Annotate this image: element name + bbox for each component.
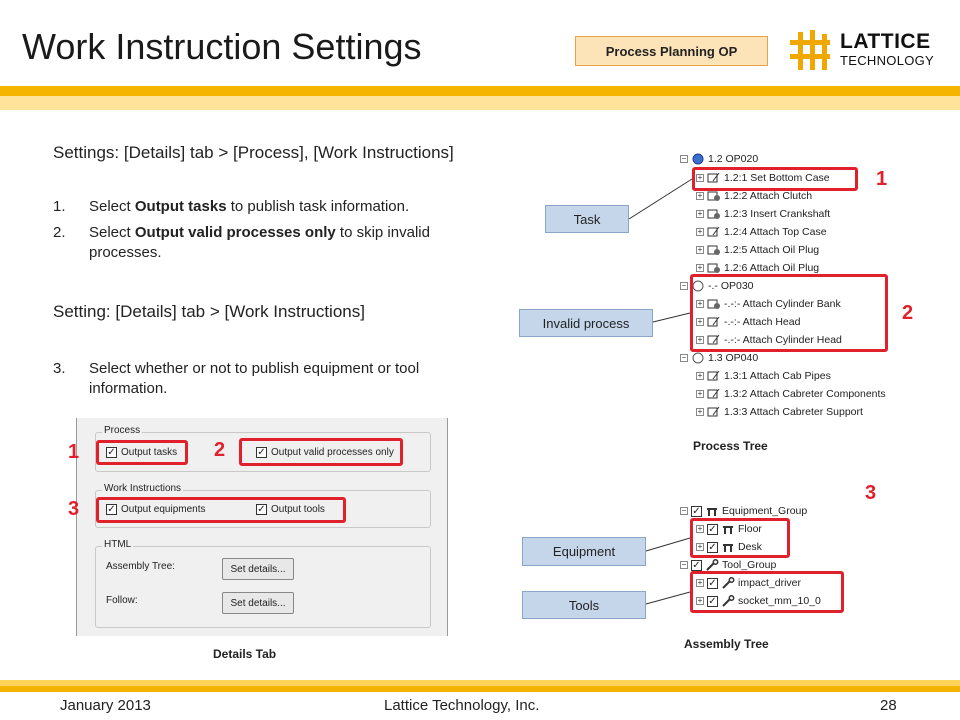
step-2-bold: Output valid processes only xyxy=(134,224,336,241)
process-planning-badge: Process Planning OP xyxy=(575,36,768,66)
tree-label: -.-:- Attach Head xyxy=(724,316,801,328)
tree-label: 1.3:1 Attach Cab Pipes xyxy=(724,370,831,382)
highlight-tools xyxy=(690,571,844,613)
step-2-line2: processes. xyxy=(89,244,162,261)
highlight-invalid-process xyxy=(690,274,888,352)
process-op-icon xyxy=(691,153,705,165)
step-1-pre: Select xyxy=(89,198,135,215)
marker-1-tree: 1 xyxy=(876,168,888,190)
tree-label: socket_mm_10_0 xyxy=(738,595,821,607)
highlight-output-tasks xyxy=(96,440,188,465)
tree-label: Desk xyxy=(738,541,762,553)
expand-icon[interactable]: + xyxy=(697,173,703,182)
checkmark-icon[interactable]: ✓ xyxy=(692,559,701,571)
expand-icon[interactable]: + xyxy=(697,371,703,380)
highlight-output-valid xyxy=(239,438,403,466)
follow-label: Follow: xyxy=(106,595,138,606)
checkmark-icon: ✓ xyxy=(257,504,266,515)
tree-row-task[interactable] xyxy=(696,262,819,274)
tree-row-task[interactable] xyxy=(696,208,830,220)
tree-row-op020[interactable] xyxy=(680,153,758,165)
tree-row-task[interactable] xyxy=(696,370,831,382)
tree-row-task[interactable] xyxy=(696,244,819,256)
task-icon xyxy=(707,226,721,238)
tree-row-op040[interactable] xyxy=(680,352,758,364)
html-group-title: HTML xyxy=(104,539,132,550)
collapse-icon[interactable]: − xyxy=(681,506,687,515)
collapse-icon[interactable]: − xyxy=(681,154,687,163)
assembly-tree-caption: Assembly Tree xyxy=(684,637,769,651)
task-icon xyxy=(707,190,721,202)
output-tasks-label: Output tasks xyxy=(121,447,178,458)
expand-icon[interactable]: + xyxy=(697,542,703,551)
expand-icon[interactable]: + xyxy=(697,263,703,272)
step-1-post: to publish task information. xyxy=(226,198,410,215)
expand-icon[interactable]: + xyxy=(697,245,703,254)
footer-company: Lattice Technology, Inc. xyxy=(384,697,540,714)
expand-icon[interactable]: + xyxy=(697,227,703,236)
checkmark-icon: ✓ xyxy=(107,504,116,515)
collapse-icon[interactable]: − xyxy=(681,281,687,290)
task-icon xyxy=(707,406,721,418)
expand-icon[interactable]: + xyxy=(697,335,703,344)
tree-label: 1.2:5 Attach Oil Plug xyxy=(724,244,820,256)
tree-label: -.-:- Attach Cylinder Bank xyxy=(724,298,841,310)
tree-label: -.- OP030 xyxy=(708,280,754,292)
tree-label: impact_driver xyxy=(738,577,802,589)
assembly-row-tool-group[interactable] xyxy=(680,559,776,571)
highlight-task xyxy=(692,167,858,191)
step-3-number: 3. xyxy=(53,360,66,377)
callout-invalid-process: Invalid process xyxy=(519,309,653,337)
checkmark-icon[interactable]: ✓ xyxy=(692,505,701,517)
set-details-button-assembly[interactable]: Set details... xyxy=(222,558,294,580)
output-tools-label: Output tools xyxy=(271,504,325,515)
tree-label: Floor xyxy=(738,523,762,535)
tree-label: Equipment_Group xyxy=(722,505,808,517)
step-2-pre: Select xyxy=(89,224,135,241)
tree-row-task[interactable] xyxy=(696,190,812,202)
task-icon xyxy=(707,262,721,274)
step-1-number: 1. xyxy=(53,198,66,215)
expand-icon[interactable]: + xyxy=(697,191,703,200)
step-2-number: 2. xyxy=(53,224,66,241)
header-band xyxy=(0,86,960,96)
html-group xyxy=(95,539,431,628)
header-band-light xyxy=(0,96,960,110)
tree-label: 1.2:6 Attach Oil Plug xyxy=(724,262,820,274)
task-icon xyxy=(707,208,721,220)
tree-row-task[interactable] xyxy=(696,406,863,418)
step-3-line1: Select whether or not to publish equipment or tool xyxy=(89,360,420,377)
assembly-tree-label: Assembly Tree: xyxy=(106,561,175,572)
tree-label: -.-:- Attach Cylinder Head xyxy=(724,334,842,346)
tree-row-task[interactable] xyxy=(696,226,827,238)
logo-text-lattice: LATTICE xyxy=(840,30,931,53)
marker-2-dialog: 2 xyxy=(214,439,226,461)
expand-icon[interactable]: + xyxy=(697,209,703,218)
expand-icon[interactable]: + xyxy=(697,389,703,398)
checkmark-icon[interactable]: ✓ xyxy=(708,577,717,589)
footer-page-number: 28 xyxy=(880,697,897,714)
checkmark-icon: ✓ xyxy=(257,447,266,458)
highlight-equipment xyxy=(690,518,790,558)
expand-icon[interactable]: + xyxy=(697,524,703,533)
collapse-icon[interactable]: − xyxy=(681,560,687,569)
marker-2-tree: 2 xyxy=(902,302,914,324)
step-3-line2: information. xyxy=(89,380,168,397)
tree-label: 1.2:2 Attach Clutch xyxy=(724,190,813,202)
footer-date: January 2013 xyxy=(60,697,151,714)
settings-line-2: Setting: [Details] tab > [Work Instructions] xyxy=(53,302,365,321)
footer-band-dark xyxy=(0,686,960,692)
checkmark-icon[interactable]: ✓ xyxy=(708,595,717,607)
process-group-title: Process xyxy=(104,425,141,436)
marker-3-dialog: 3 xyxy=(68,498,80,520)
step-2-post: to skip invalid xyxy=(335,224,430,241)
tree-label: 1.3:2 Attach Cabreter Components xyxy=(724,388,886,400)
tree-label: 1.3 OP040 xyxy=(708,352,759,364)
details-tab-caption: Details Tab xyxy=(213,647,277,661)
task-icon xyxy=(707,370,721,382)
tree-label: 1.3:3 Attach Cabreter Support xyxy=(724,406,863,418)
process-tree-caption: Process Tree xyxy=(693,439,768,453)
slide-title: Work Instruction Settings xyxy=(22,26,422,67)
tree-label: 1.2 OP020 xyxy=(708,153,759,165)
logo-text-technology: TECHNOLOGY xyxy=(840,53,935,68)
highlight-output-equip-tools xyxy=(96,497,346,523)
expand-icon[interactable]: + xyxy=(697,596,703,605)
checkmark-icon[interactable]: ✓ xyxy=(708,523,717,535)
marker-1-dialog: 1 xyxy=(68,441,80,463)
expand-icon[interactable]: + xyxy=(697,407,703,416)
output-equipments-label: Output equipments xyxy=(121,504,206,515)
wi-group-title: Work Instructions xyxy=(104,483,182,494)
tree-label: 1.2:1 Set Bottom Case xyxy=(724,172,830,184)
callout-tools: Tools xyxy=(522,591,646,619)
task-icon xyxy=(707,388,721,400)
callout-task: Task xyxy=(545,205,629,233)
step-3 xyxy=(53,360,523,402)
checkmark-icon[interactable]: ✓ xyxy=(708,541,717,553)
marker-3-assembly: 3 xyxy=(865,482,877,504)
task-icon xyxy=(707,244,721,256)
callout-equipment: Equipment xyxy=(522,537,646,566)
tool-icon xyxy=(705,559,719,571)
assembly-row-equipment-group[interactable] xyxy=(680,505,807,517)
set-details-button-follow[interactable]: Set details... xyxy=(222,592,294,614)
expand-icon[interactable]: + xyxy=(697,578,703,587)
tree-label: Tool_Group xyxy=(722,559,777,571)
expand-icon[interactable]: + xyxy=(697,317,703,326)
tree-label: 1.2:3 Insert Crankshaft xyxy=(724,208,831,220)
collapse-icon[interactable]: − xyxy=(681,353,687,362)
step-1 xyxy=(53,198,523,218)
step-2 xyxy=(53,224,523,266)
step-1-bold: Output tasks xyxy=(134,198,227,215)
settings-line-1: Settings: [Details] tab > [Process], [Work Instructions] xyxy=(53,143,454,162)
tree-label: 1.2:4 Attach Top Case xyxy=(724,226,827,238)
checkmark-icon: ✓ xyxy=(107,447,116,458)
expand-icon[interactable]: + xyxy=(697,299,703,308)
output-valid-label: Output valid processes only xyxy=(271,447,394,458)
equipment-icon xyxy=(705,505,719,517)
tree-row-task[interactable] xyxy=(696,388,886,400)
process-op-icon xyxy=(691,352,705,364)
